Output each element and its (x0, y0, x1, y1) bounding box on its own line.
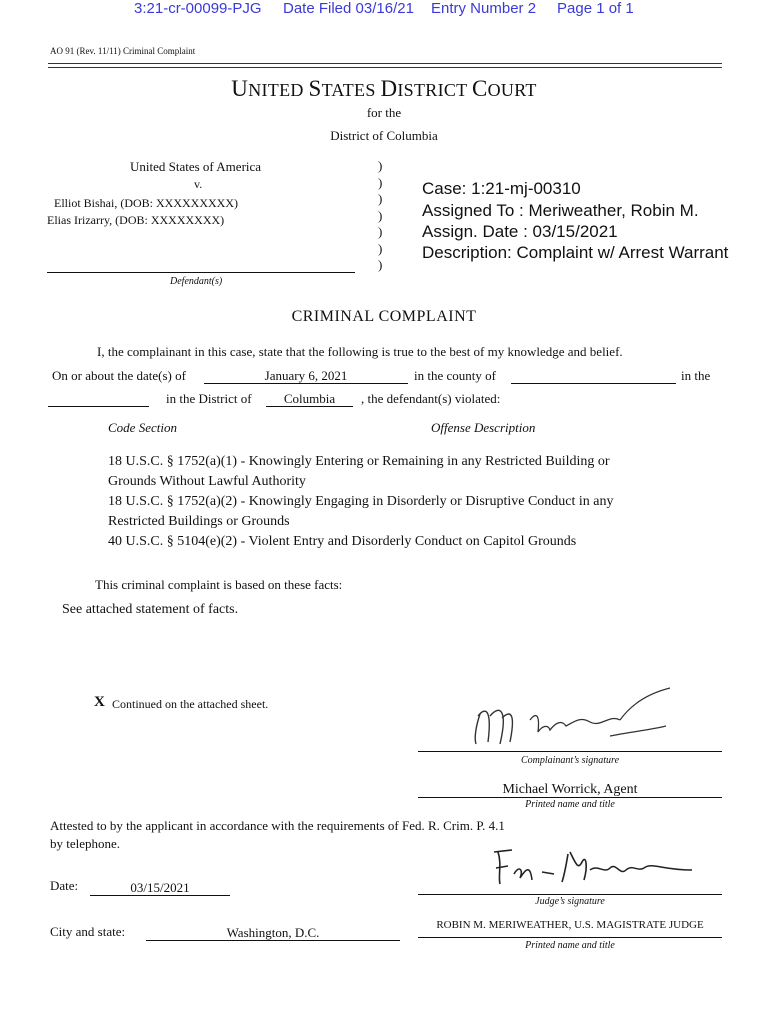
city-field: Washington, D.C. (146, 925, 400, 941)
on-about-label: On or about the date(s) of (52, 368, 186, 383)
see-attached-text: See attached statement of facts. (62, 602, 239, 617)
district-field: Columbia (266, 391, 353, 407)
case-number: 3:21-cr-00099-PJG (134, 0, 262, 17)
district-name: District of Columbia (330, 128, 438, 143)
in-the-label: in the (681, 368, 711, 383)
city-label: City and state: (50, 924, 126, 939)
judge-caption: Judge’s signature (535, 896, 605, 907)
complaint-title: CRIMINAL COMPLAINT (291, 308, 477, 325)
defendant-1: Elliot Bishai, (DOB: XXXXXXXXX) (54, 196, 238, 210)
based-on-text: This criminal complaint is based on these facts: (95, 577, 343, 592)
offense-line: 40 U.S.C. § 5104(e)(2) - Violent Entry and Disorderly Conduct on Capitol Grounds (108, 534, 577, 549)
versus: v. (194, 177, 203, 191)
complainant-signature (470, 686, 680, 750)
offense-line: Restricted Buildings or Grounds (108, 514, 290, 529)
defendants-label: Defendant(s) (170, 276, 223, 287)
printed-caption-2: Printed name and title (525, 940, 615, 951)
continued-label: Continued on the attached sheet. (112, 697, 269, 711)
continued-checkbox[interactable]: X (94, 694, 105, 710)
complainant-caption: Complainant’s signature (520, 755, 620, 766)
blank-field (48, 391, 149, 407)
stamp-assigned: Assigned To : Meriweather, Robin M. (422, 201, 699, 220)
offense-line: Grounds Without Lawful Authority (108, 474, 306, 489)
code-section-header: Code Section (108, 420, 177, 435)
header-rule-bottom (48, 67, 722, 68)
defendants-line (47, 272, 355, 273)
intro-text: I, the complainant in this case, state that the following is true to the best of my knowledge and belief. (97, 344, 623, 359)
form-id: AO 91 (Rev. 11/11) Criminal Complaint (50, 46, 196, 56)
in-county-label: in the county of (414, 368, 496, 383)
entry-number: Entry Number 2 (431, 0, 537, 17)
stamp-assign-date: Assign. Date : 03/15/2021 (422, 222, 618, 241)
header-rule-top (48, 63, 722, 64)
violated-label: , the defendant(s) violated: (361, 391, 501, 406)
printed-caption-1: Printed name and title (525, 799, 615, 810)
date-signed-field: 03/15/2021 (90, 880, 230, 896)
defendant-2: Elias Irizarry, (DOB: XXXXXXXX) (47, 213, 225, 227)
complainant-name-line (418, 797, 722, 798)
date-label: Date: (50, 878, 79, 893)
plaintiff: United States of America (130, 159, 262, 174)
complainant-name: Michael Worrick, Agent (502, 782, 638, 797)
offense-line: 18 U.S.C. § 1752(a)(1) - Knowingly Entering or Remaining in any Restricted Building or (108, 454, 610, 469)
district-prefix: in the District of (166, 391, 252, 406)
offense-line: 18 U.S.C. § 1752(a)(2) - Knowingly Engaging in Disorderly or Disruptive Conduct in any (108, 494, 614, 509)
date-field: January 6, 2021 (204, 368, 408, 384)
by-telephone: by telephone. (50, 836, 121, 851)
judge-signature (492, 840, 702, 890)
complainant-signature-line (418, 751, 722, 752)
court-name: UNITED STATES DISTRICT COURT (231, 76, 537, 101)
judge-name: ROBIN M. MERIWEATHER, U.S. MAGISTRATE JUDGE (436, 919, 704, 931)
offense-header: Offense Description (431, 420, 536, 435)
offense-list (108, 452, 614, 552)
paren-column: ) ) ) ) ) ) ) (378, 158, 383, 272)
for-the: for the (366, 105, 402, 120)
stamp-case: Case: 1:21-mj-00310 (422, 179, 581, 198)
county-field (511, 368, 676, 384)
judge-name-line (418, 937, 722, 938)
stamp-description: Description: Complaint w/ Arrest Warrant (422, 243, 729, 262)
page-indicator: Page 1 of 1 (557, 0, 634, 17)
judge-signature-line (418, 894, 722, 895)
date-filed: Date Filed 03/16/21 (283, 0, 414, 17)
attested-text: Attested to by the applicant in accordance with the requirements of Fed. R. Crim. P. 4.1 (50, 818, 505, 833)
